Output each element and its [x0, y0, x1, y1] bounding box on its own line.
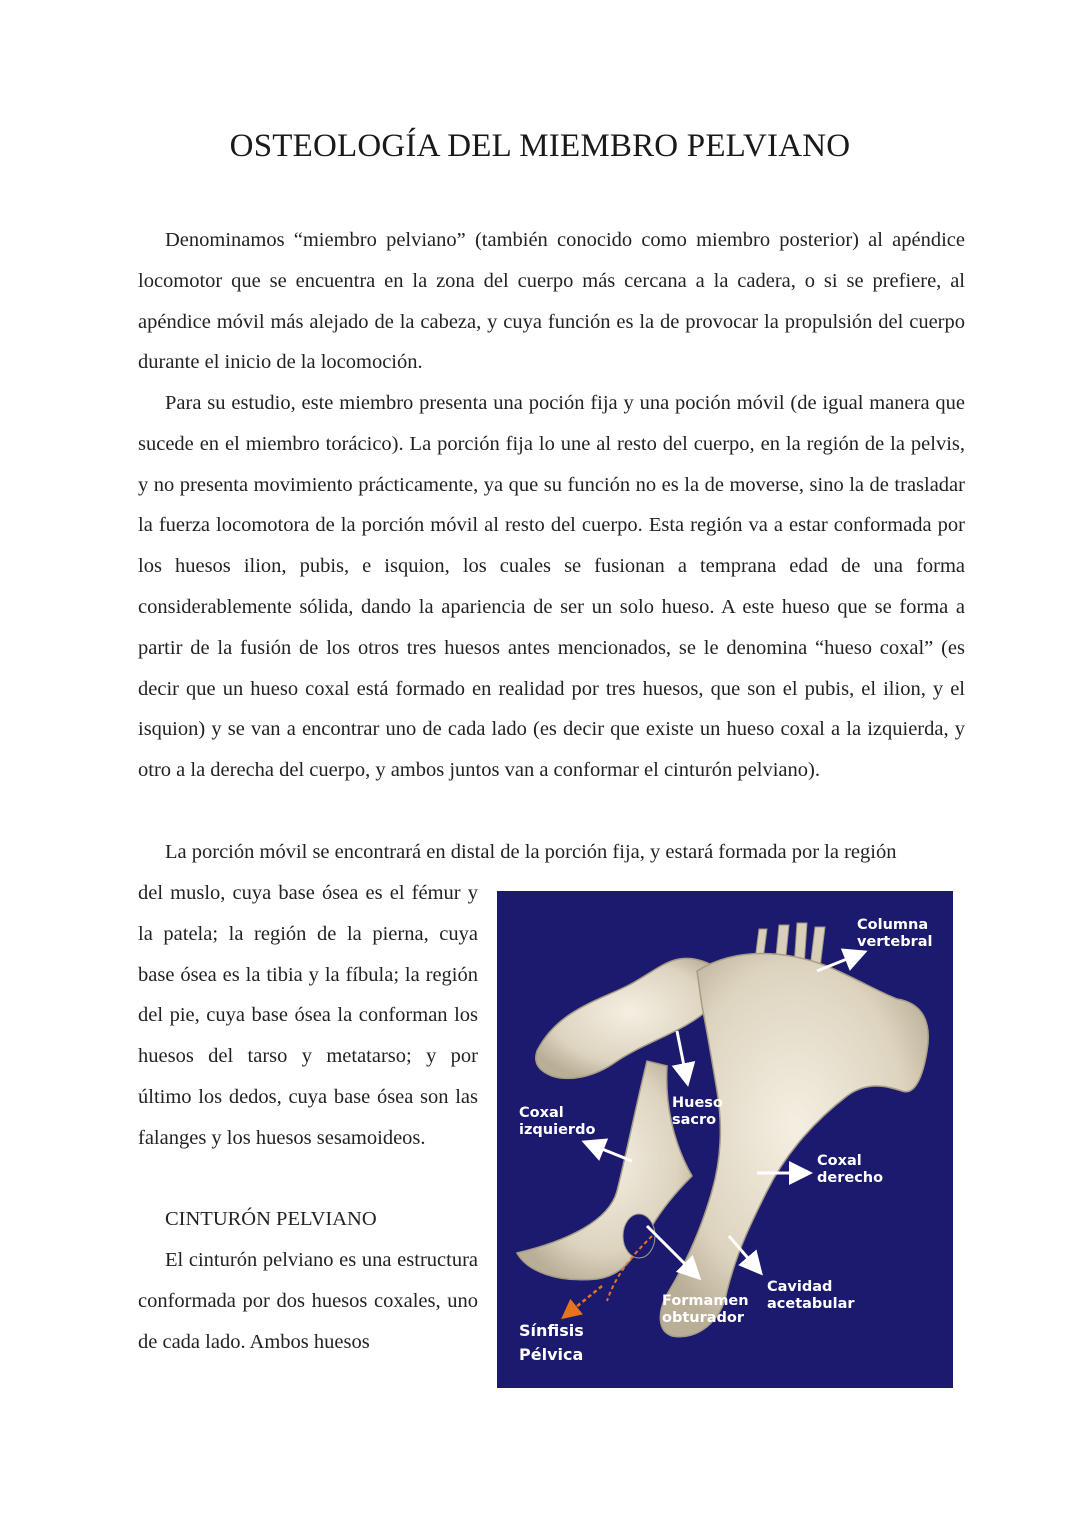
arrow-sacro	[677, 1031, 687, 1081]
sacrum-shape	[536, 958, 725, 1078]
paragraph-intro: Denominamos “miembro pelviano” (también conocido como miembro posterior) al apéndice locomotor que se encuentra en la zona del cuerpo más cercana a la cadera, o si se prefiere, al apéndice móvil más alejado de la cabeza, y cuya función es la de provocar la propulsión del cuerpo durante el inicio de la locomoción.	[138, 229, 965, 374]
label-sinfisis-pelvica: Sínfisis Pélvica	[519, 1321, 584, 1364]
page-title: OSTEOLOGÍA DEL MIEMBRO PELVIANO	[229, 128, 851, 164]
left-column	[138, 873, 478, 1363]
paragraph-fixed-portion: Para su estudio, este miembro presenta una poción fija y una poción móvil (de igual manera que sucede en el miembro torácico). La porción fija lo une al resto del cuerpo, en la región de la pelvis, y no presenta movimiento prácticamente, ya que su función no es la de moverse, sino la de trasladar la fuerza locomotora de la porción móvil al resto del cuerpo. Esta región va a estar conformada por los huesos ilion, pubis, e isquion, los cuales se fusionan a temprana edad de una forma considerablemente sólida, dando la apariencia de ser un solo hueso. A este hueso que se forma a partir de la fusión de los otros tres huesos antes mencionados, se le denomina “hueso coxal” (es decir que un hueso coxal está formado en realidad por tres huesos, que son el pubis, el ilion, y el isquion) y se van a encontrar uno de cada lado (es decir que existe un hueso coxal a la izquierda, y otro a la derecha del cuerpo, y ambos juntos van a conformar el cinturón pelviano).	[138, 392, 965, 782]
arrow-sinfisis	[565, 1286, 602, 1316]
paragraph-mobile-portion-rest: del muslo, cuya base ósea es el fémur y la patela; la región de la pierna, cuya base ósea es la tibia y la fíbula; la región del pie, cuya base ósea la conforman los huesos del tarso y metatarso; y por último los dedos, cuya base ósea son las falanges y los huesos sesamoideos.	[138, 882, 478, 1149]
paragraph-pelvic-girdle: El cinturón pelviano es una estructura conformada por dos huesos coxales, uno de cada lado. Ambos huesos	[138, 1249, 478, 1353]
label-coxal-izquierdo: Coxal izquierdo	[519, 1105, 596, 1138]
label-formamen-obturador: Formamen obturador	[662, 1293, 749, 1326]
obturator-foramen-shape	[623, 1214, 655, 1258]
label-cavidad-acetabular: Cavidad acetabular	[767, 1279, 855, 1312]
left-coxal-shape	[517, 1061, 692, 1280]
pelvis-figure	[497, 891, 953, 1388]
section-heading: CINTURÓN PELVIANO	[165, 1208, 377, 1231]
paragraph-mobile-portion-first-line: La porción móvil se encontrará en distal de la porción fija, y estará formada por la región	[165, 841, 897, 863]
arrow-coxal-izq	[587, 1143, 632, 1161]
label-hueso-sacro: Hueso sacro	[672, 1095, 723, 1128]
label-columna-vertebral: Columna vertebral	[857, 917, 933, 950]
label-coxal-derecho: Coxal derecho	[817, 1153, 884, 1186]
arrow-columna	[817, 953, 862, 971]
